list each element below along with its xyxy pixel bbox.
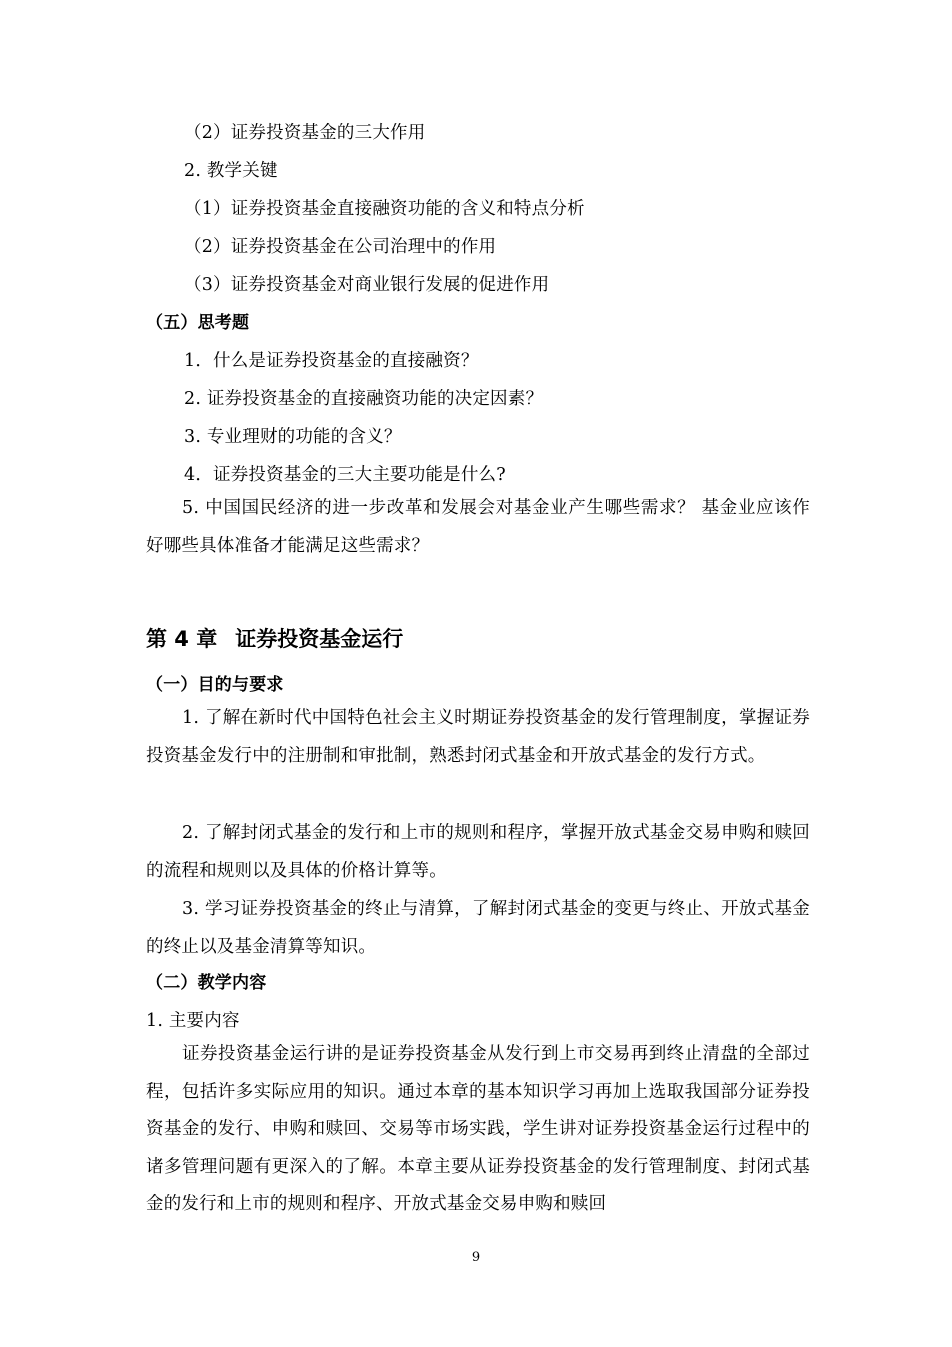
objectives-heading: （一）目的与要求 <box>146 675 284 695</box>
question-item: 2. 证券投资基金的直接融资功能的决定因素？ <box>184 389 544 409</box>
page-number: 9 <box>471 1250 481 1265</box>
question-item-5: 5. 中国国民经济的进一步改革和发展会对基金业产生哪些需求？ 基金业应该作好哪些具体准备才能满足这些需求？ <box>146 498 810 556</box>
fund-functions-item: （2）证券投资基金的三大作用 <box>184 123 426 143</box>
teaching-key-item: （3）证券投资基金对商业银行发展的促进作用 <box>184 275 550 295</box>
content-heading: （二）教学内容 <box>146 973 267 993</box>
content-sub-heading: 1. 主要内容 <box>146 1011 240 1031</box>
teaching-key-item: （1）证券投资基金直接融资功能的含义和特点分析 <box>184 199 585 219</box>
question-item: 1．什么是证券投资基金的直接融资？ <box>184 351 479 371</box>
question-item: 4．证券投资基金的三大主要功能是什么? <box>184 465 506 485</box>
objective-paragraph: 1. 了解在新时代中国特色社会主义时期证券投资基金的发行管理制度，掌握证券投资基金发行中的注册制和审批制，熟悉封闭式基金和开放式基金的发行方式。 <box>146 708 810 766</box>
chapter-title <box>146 624 403 654</box>
chapter-name: 证券投资基金运行 <box>235 627 404 651</box>
objective-paragraph: 3. 学习证券投资基金的终止与清算，了解封闭式基金的变更与终止、开放式基金的终止以及基金清算等知识。 <box>146 899 810 957</box>
question-item: 3. 专业理财的功能的含义？ <box>184 427 402 447</box>
chapter-number: 第 4 章 <box>146 627 218 651</box>
teaching-key-heading: 2. 教学关键 <box>184 161 278 181</box>
objective-paragraph: 2. 了解封闭式基金的发行和上市的规则和程序，掌握开放式基金交易申购和赎回的流程和规则以及具体的价格计算等。 <box>146 823 810 881</box>
questions-heading: （五）思考题 <box>146 313 250 333</box>
content-paragraph: 证券投资基金运行讲的是证券投资基金从发行到上市交易再到终止清盘的全部过程，包括许多实际应用的知识。通过本章的基本知识学习再加上选取我国部分证券投资基金的发行、申购和赎回、交易等市场实践，学生讲对证券投资基金运行过程中的诸多管理问题有更深入的了解。本章主要从证券投资基金的发行管理制度、封闭式基金的发行和上市的规则和程序、开放式基金交易申购和赎回 <box>146 1044 810 1214</box>
teaching-key-item: （2）证券投资基金在公司治理中的作用 <box>184 237 497 257</box>
